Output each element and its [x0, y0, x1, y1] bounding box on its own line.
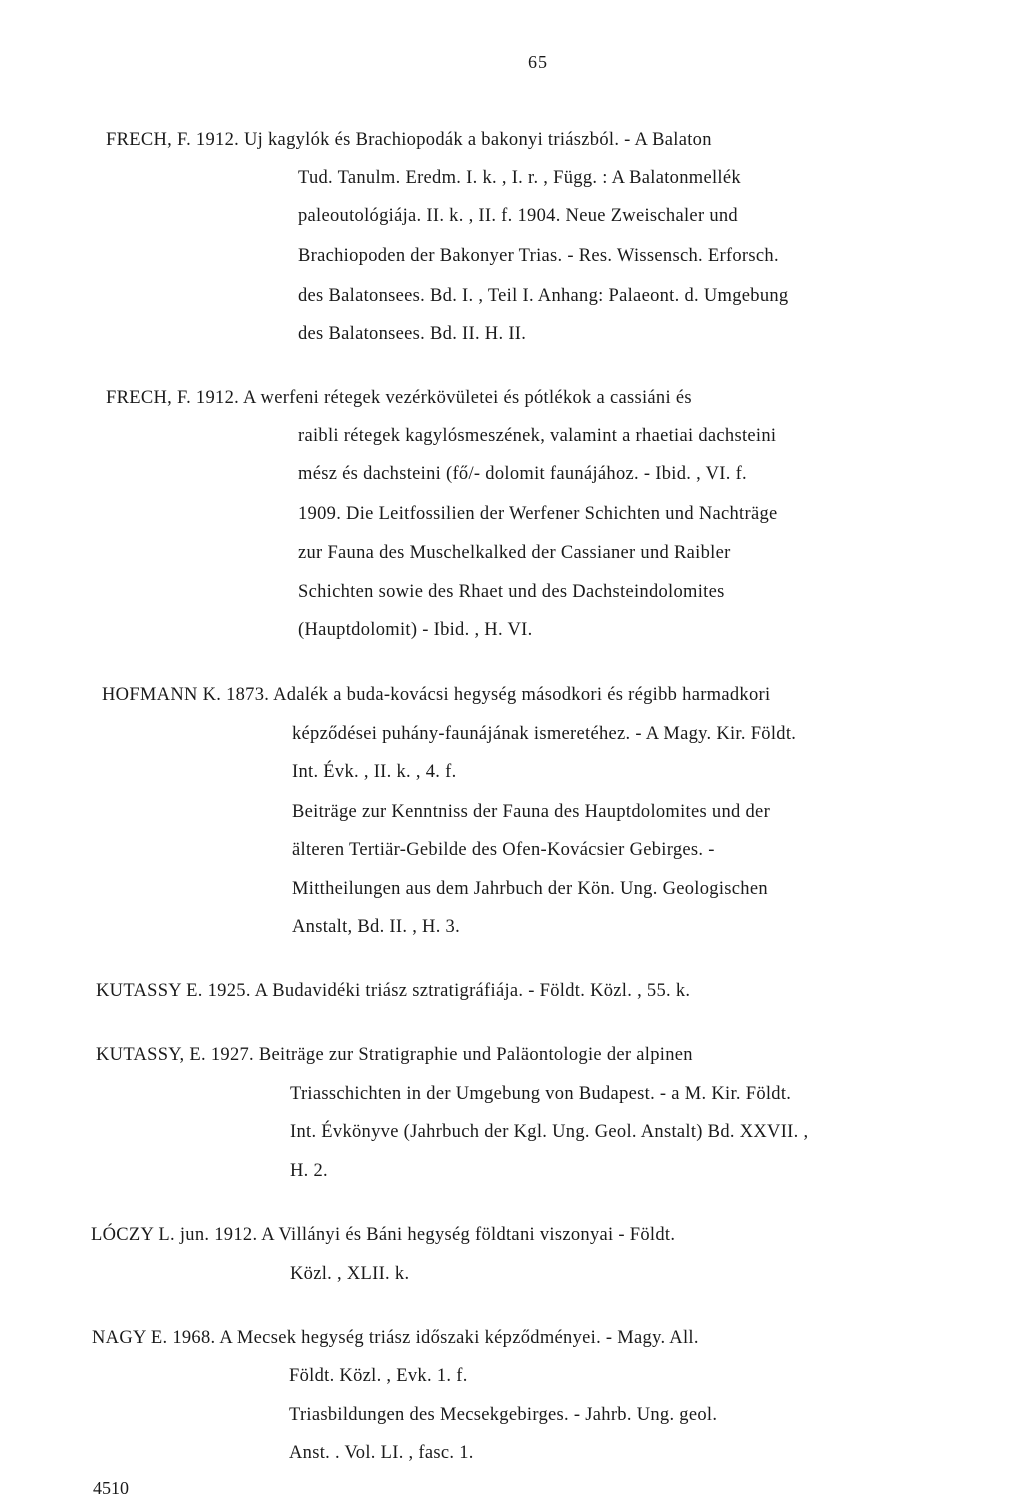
page-number: 65: [528, 52, 548, 72]
entry-line: NAGY E. 1968. A Mecsek hegység triász időszaki képződményei. - Magy. All.: [92, 1328, 699, 1348]
footer-code: 4510: [93, 1478, 129, 1498]
entry-line: KUTASSY E. 1925. A Budavidéki triász sztratigráfiája. - Földt. Közl. , 55. k.: [96, 981, 691, 1001]
entry-line: Tud. Tanulm. Eredm. I. k. , I. r. , Függ. : A Balatonmellék: [298, 168, 741, 188]
entry-line: Anstalt, Bd. II. , H. 3.: [292, 917, 461, 937]
entry-line: raibli rétegek kagylósmeszének, valamint a rhaetiai dachsteini: [298, 426, 777, 446]
entry-line: Triasbildungen des Mecsekgebirges. - Jahrb. Ung. geol.: [289, 1405, 718, 1425]
entry-line: FRECH, F. 1912. A werfeni rétegek vezérkövületei és pótlékok a cassiáni és: [106, 388, 692, 408]
entry-line: KUTASSY, E. 1927. Beiträge zur Stratigraphie und Paläontologie der alpinen: [96, 1045, 693, 1065]
entry-line: LÓCZY L. jun. 1912. A Villányi és Báni hegység földtani viszonyai - Földt.: [91, 1225, 676, 1245]
entry-line: HOFMANN K. 1873. Adalék a buda-kovácsi hegység másodkori és régibb harmadkori: [102, 685, 771, 705]
entry-line: Int. Évkönyve (Jahrbuch der Kgl. Ung. Geol. Anstalt) Bd. XXVII. ,: [290, 1122, 809, 1142]
entry-line: Triasschichten in der Umgebung von Budapest. - a M. Kir. Földt.: [290, 1084, 792, 1104]
entry-line: (Hauptdolomit) - Ibid. , H. VI.: [298, 620, 533, 640]
entry-line: Mittheilungen aus dem Jahrbuch der Kön. Ung. Geologischen: [292, 879, 768, 899]
entry-line: Brachiopoden der Bakonyer Trias. - Res. Wissensch. Erforsch.: [298, 246, 779, 266]
entry-line: 1909. Die Leitfossilien der Werfener Schichten und Nachträge: [298, 504, 778, 524]
entry-line: des Balatonsees. Bd. II. H. II.: [298, 324, 527, 344]
entry-line: älteren Tertiär-Gebilde des Ofen-Kovácsier Gebirges. -: [292, 840, 715, 860]
entry-line: Földt. Közl. , Evk. 1. f.: [289, 1366, 468, 1386]
entry-line: zur Fauna des Muschelkalked der Cassianer und Raibler: [298, 543, 731, 563]
entry-line: Közl. , XLII. k.: [290, 1264, 410, 1284]
entry-line: mész és dachsteini (fő/- dolomit faunájához. - Ibid. , VI. f.: [298, 464, 747, 484]
entry-line: paleoutológiája. II. k. , II. f. 1904. Neue Zweischaler und: [298, 206, 738, 226]
entry-line: des Balatonsees. Bd. I. , Teil I. Anhang: Palaeont. d. Umgebung: [298, 286, 789, 306]
entry-line: Beiträge zur Kenntniss der Fauna des Hauptdolomites und der: [292, 802, 771, 822]
entry-line: Anst. . Vol. LI. , fasc. 1.: [289, 1443, 474, 1463]
entry-line: Schichten sowie des Rhaet und des Dachsteindolomites: [298, 582, 725, 602]
entry-line: FRECH, F. 1912. Uj kagylók és Brachiopodák a bakonyi triászból. - A Balaton: [106, 130, 712, 150]
entry-line: Int. Évk. , II. k. , 4. f.: [292, 762, 457, 782]
entry-line: képződései puhány-faunájának ismeretéhez. - A Magy. Kir. Földt.: [292, 724, 797, 744]
entry-line: H. 2.: [290, 1161, 328, 1181]
